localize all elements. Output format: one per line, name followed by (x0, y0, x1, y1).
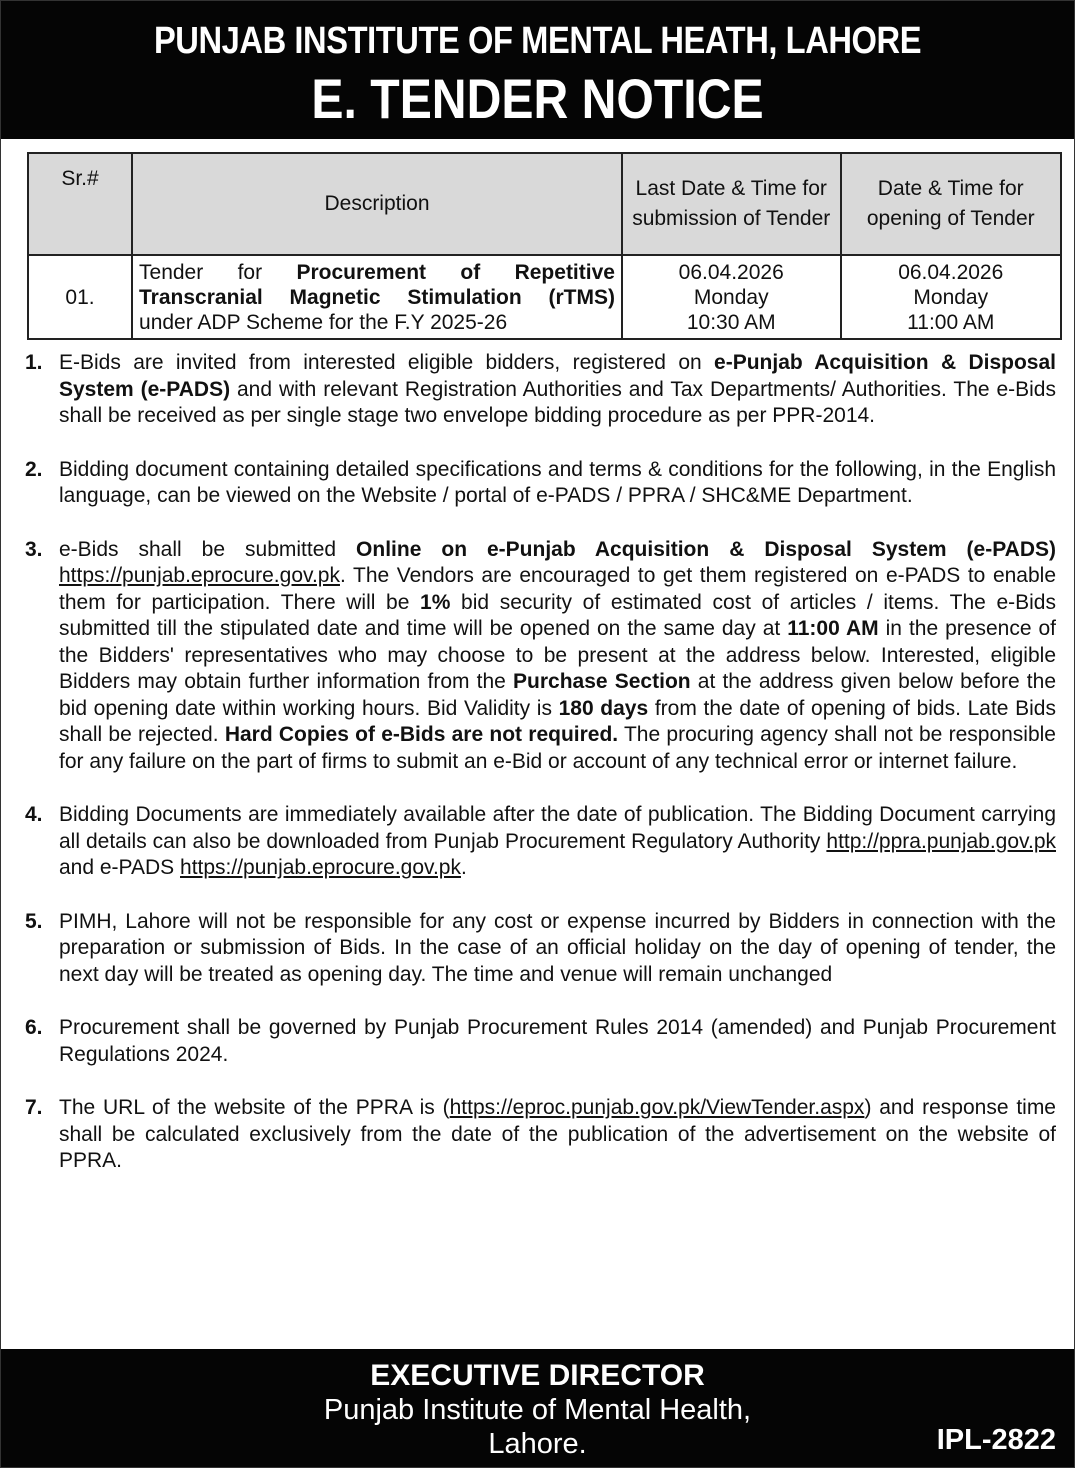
description-prefix: Tender for (139, 260, 297, 284)
list-item-number: 4. (25, 803, 43, 826)
emphasis-text: 1% (420, 590, 451, 614)
body-text: PIMH, Lahore will not be responsible for any cost or expense incurred by Bidders in connection with the preparation or submission of Bids. In the case of an official holiday on the day of opening of tender, the next day will be treated as opening day. The time and venue will remain unchanged (59, 909, 1056, 986)
list-item-number: 5. (25, 909, 43, 933)
emphasis-text: 11:00 AM (787, 617, 879, 640)
table-row (28, 255, 1061, 339)
cell-submission (622, 255, 841, 339)
tender-table (27, 152, 1062, 340)
emphasis-text: Online on e-Punjab Acquisition & Disposal System (e-PADS) (356, 537, 1056, 561)
organization-name: PUNJAB INSTITUTE OF MENTAL HEATH, LAHORE (153, 20, 922, 62)
list-item (25, 909, 1056, 989)
url-link[interactable]: https://punjab.eprocure.gov.pk (59, 564, 340, 587)
opening-time: 11:00 AM (907, 310, 995, 334)
body-text: Bidding Documents are immediately available after the date of publication. The Bidding Document carrying all details can also be downloaded from Punjab Procurement Regulatory Authority (59, 803, 1056, 853)
list-item (25, 802, 1056, 882)
url-link[interactable]: https://punjab.eprocure.gov.pk (180, 856, 461, 879)
list-item-text (59, 537, 1056, 776)
table-header-row (28, 153, 1061, 255)
body-text: and with relevant Registration Authorities and Tax Departments/ Authorities. The e-Bids shall be received as per single stage two envelope bidding procedure as per PPR-2014. (59, 377, 1056, 427)
emphasis-text: Hard Copies of e-Bids are not required. (224, 723, 619, 746)
notice-title: E. TENDER NOTICE (311, 67, 764, 130)
notice-footer (1, 1349, 1074, 1467)
terms-list (1, 340, 1074, 1175)
signatory-role: EXECUTIVE DIRECTOR (370, 1359, 705, 1392)
list-item (25, 1095, 1056, 1175)
list-item-text (59, 1095, 1056, 1175)
emphasis-text: 180 days (558, 696, 649, 720)
opening-date: 06.04.2026 (898, 260, 1004, 284)
body-text: in the presence of the Bidders' representatives who may choose to be present at the address below. Interested, eligible Bidders may obtain further information from the (59, 617, 1057, 693)
list-item (25, 350, 1056, 430)
emphasis-text: Purchase Section (513, 670, 691, 693)
body-text: ) and response time shall be calculated exclusively from the date of the publication of the advertisement on the website of PPRA. (59, 1096, 1056, 1172)
list-item-text (59, 350, 1056, 430)
body-text: E-Bids are invited from interested eligible bidders, registered on (59, 351, 715, 374)
cell-description (132, 255, 622, 339)
list-item-number: 1. (25, 351, 43, 374)
body-text: at the address given below before the bid opening date within working hours. Bid Validity is (59, 670, 1057, 720)
list-item (25, 457, 1056, 510)
list-item (25, 1015, 1056, 1068)
submission-day: Monday (693, 285, 769, 309)
list-item-number: 3. (25, 537, 43, 561)
list-item-text (59, 1015, 1056, 1068)
body-text: Bidding document containing detailed specifications and terms & conditions for the following, in the English language, can be viewed on the Website / portal of e-PADS / PPRA / SHC&ME Department. (59, 457, 1056, 507)
body-text: bid security of estimated cost of articles / items. The e-Bids submitted till the stipulated date and time will be opened on the same day at (59, 590, 1056, 640)
submission-date: 06.04.2026 (678, 260, 784, 284)
body-text: . (460, 856, 467, 879)
url-link[interactable]: http://ppra.punjab.gov.pk (826, 829, 1056, 853)
notice-header (1, 1, 1074, 139)
list-item-number: 2. (25, 457, 43, 481)
body-text: and e-PADS (59, 856, 181, 879)
body-text: e-Bids shall be submitted (59, 537, 357, 561)
cell-sr: 01. (28, 255, 132, 339)
body-text: The procuring agency shall not be responsible for any failure on the part of firms to submit an e-Bid or account of any technical error or internet failure. (59, 723, 1056, 773)
body-text: . The Vendors are encouraged to get them registered on e-PADS to enable them for participation. There will be (59, 564, 1056, 614)
emphasis-text: e-Punjab Acquisition & Disposal System (e-PADS) (59, 351, 1056, 401)
tender-table-wrapper (1, 139, 1074, 340)
list-item-text (59, 909, 1056, 989)
body-text: The URL of the website of the PPRA is ( (59, 1096, 450, 1119)
list-item-text (59, 457, 1056, 510)
column-header-sr: Sr.# (28, 153, 132, 255)
list-item-number: 6. (25, 1016, 43, 1039)
cell-opening (841, 255, 1062, 339)
column-header-submission: Last Date & Time for submission of Tender (622, 153, 841, 255)
list-item-text (59, 802, 1056, 882)
signatory-city: Lahore. (488, 1428, 587, 1460)
description-item: Procurement of Repetitive Transcranial Magnetic Stimulation (rTMS) (139, 260, 615, 309)
column-header-description: Description (132, 153, 622, 255)
reference-number: IPL-2822 (936, 1424, 1056, 1456)
body-text: from the date of opening of bids. Late Bids shall be rejected. (59, 696, 1056, 746)
description-suffix: under ADP Scheme for the F.Y 2025-26 (139, 310, 508, 334)
column-header-opening: Date & Time for opening of Tender (841, 153, 1062, 255)
list-item-number: 7. (25, 1096, 43, 1119)
signatory-institution: Punjab Institute of Mental Health, (323, 1394, 752, 1426)
list-item (25, 537, 1056, 776)
url-link[interactable]: https://eproc.punjab.gov.pk/ViewTender.aspx (449, 1096, 865, 1119)
body-text: Procurement shall be governed by Punjab Procurement Rules 2014 (amended) and Punjab Procurement Regulations 2024. (59, 1016, 1056, 1066)
opening-day: Monday (913, 285, 989, 309)
submission-time: 10:30 AM (686, 310, 776, 334)
